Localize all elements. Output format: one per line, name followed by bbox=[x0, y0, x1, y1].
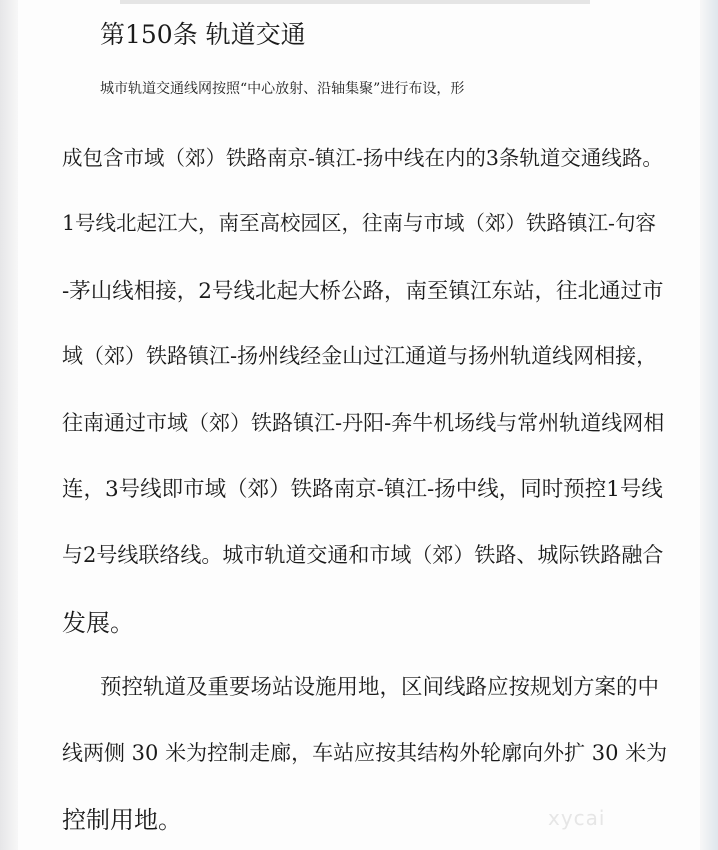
page-right-edge bbox=[700, 0, 718, 850]
watermark: xycai bbox=[548, 806, 606, 830]
paragraph-line-3: 1号线北起江大，南至高校园区，往南与市域（郊）铁路镇江-句容 bbox=[62, 211, 656, 235]
page-left-edge bbox=[0, 0, 18, 850]
paragraph-line-9: 发展。 bbox=[62, 609, 134, 637]
paragraph2-line-3: 控制用地。 bbox=[62, 806, 182, 834]
paragraph-line-2: 成包含市域（郊）铁路南京-镇江-扬中线在内的3条轨道交通线路。 bbox=[62, 146, 663, 170]
top-scan-shadow bbox=[120, 0, 590, 4]
paragraph-line-8: 与2号线联络线。城市轨道交通和市域（郊）铁路、城际铁路融合 bbox=[62, 543, 664, 567]
article-heading: 第150条 轨道交通 bbox=[100, 20, 306, 49]
paragraph-line-6: 往南通过市域（郊）铁路镇江-丹阳-奔牛机场线与常州轨道线网相 bbox=[62, 411, 665, 435]
paragraph-line-5: 域（郊）铁路镇江-扬州线经金山过江通道与扬州轨道线网相接， bbox=[62, 344, 658, 368]
paragraph-line-7: 连，3号线即市域（郊）铁路南京-镇江-扬中线，同时预控1号线 bbox=[62, 477, 663, 502]
paragraph-line-1: 城市轨道交通线网按照“中心放射、沿轴集聚”进行布设，形 bbox=[100, 81, 465, 97]
paragraph2-line-1: 预控轨道及重要场站设施用地，区间线路应按规划方案的中 bbox=[100, 675, 660, 700]
paragraph-line-4: -茅山线相接，2号线北起大桥公路，南至镇江东站，往北通过市 bbox=[62, 279, 664, 304]
paragraph2-line-2: 线两侧 30 米为控制走廊，车站应按其结构外轮廓向外扩 30 米为 bbox=[62, 741, 668, 765]
